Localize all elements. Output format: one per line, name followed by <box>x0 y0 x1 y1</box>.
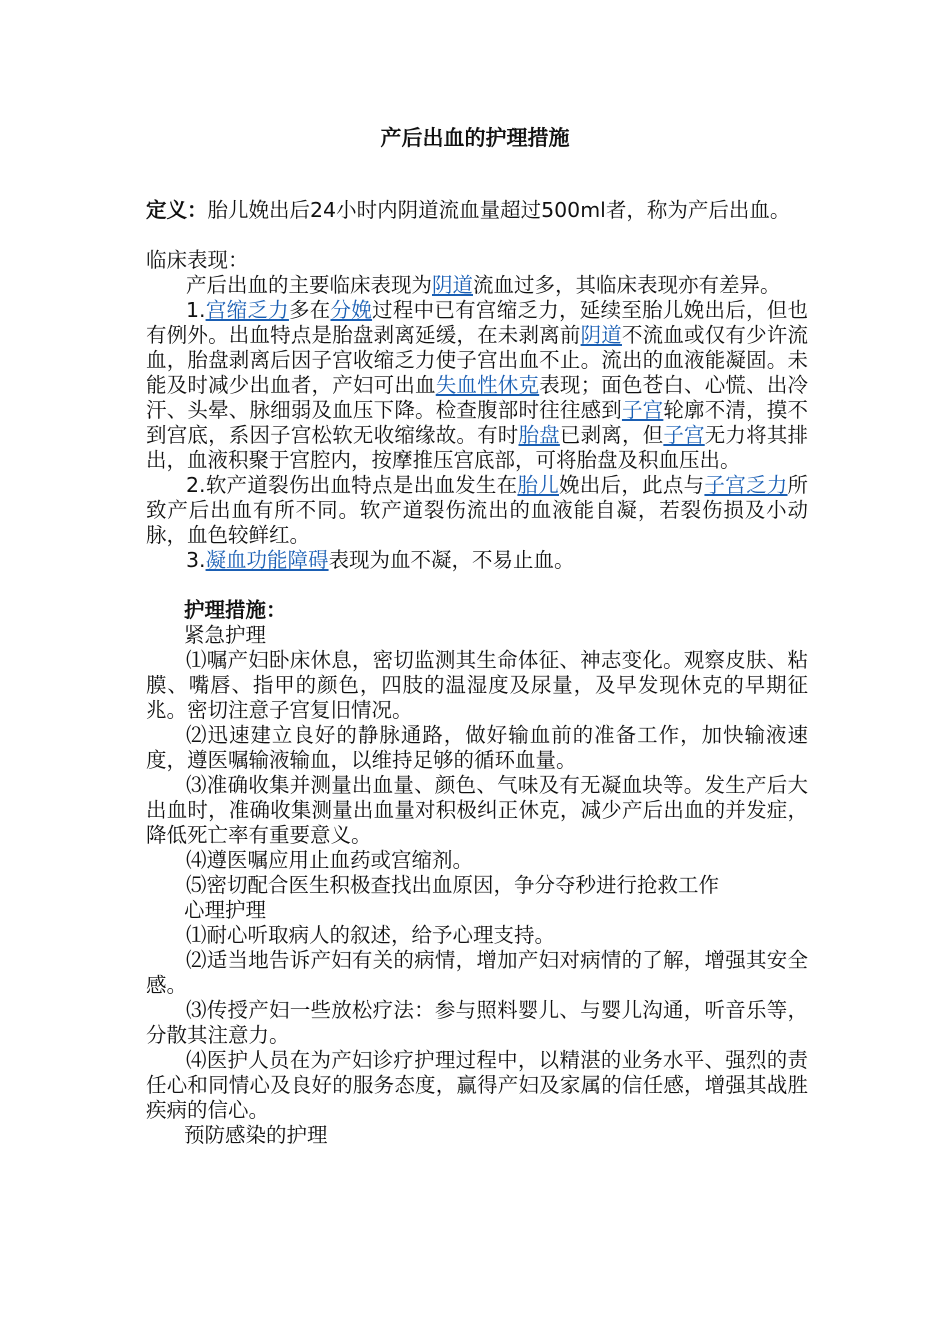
link-ningxue-gongneng-zhangai[interactable]: 凝血功能障碍 <box>205 548 329 572</box>
psych-item: ⑶传授产妇一些放松疗法：参与照料婴儿、与婴儿沟通，听音乐等，分散其注意力。 <box>146 998 808 1047</box>
emergency-item: ⑸密切配合医生积极查找出血原因，争分夺秒进行抢救工作 <box>186 873 719 897</box>
definition-text: 胎儿娩出后24小时内阴道流血量超过500ml者，称为产后出血。 <box>207 198 791 222</box>
link-zigong-fali[interactable]: 子宫乏力 <box>704 473 788 497</box>
link-yindao[interactable]: 阴道 <box>432 273 473 297</box>
link-zigong[interactable]: 子宫 <box>621 398 664 422</box>
clinical-item-3: 3.凝血功能障碍表现为血不凝，不易止血。 <box>186 548 575 572</box>
link-gongsuo-fali[interactable]: 宫缩乏力 <box>205 298 289 322</box>
emergency-item: ⑷遵医嘱应用止血药或宫缩剂。 <box>186 848 473 872</box>
psych-item: ⑴耐心听取病人的叙述，给予心理支持。 <box>186 923 555 947</box>
clinical-heading: 临床表现： <box>146 248 249 272</box>
infection-title: 预防感染的护理 <box>184 1123 328 1147</box>
psych-title: 心理护理 <box>184 898 266 922</box>
clinical-item-2: 2.软产道裂伤出血特点是出血发生在胎儿娩出后，此点与子宫乏力所致产后出血有所不同。软产道裂伤流出的血液能自凝，若裂伤损及小动脉，血色较鲜红。 <box>146 473 809 547</box>
emergency-item: ⑴嘱产妇卧床休息，密切监测其生命体征、神志变化。观察皮肤、粘膜、嘴唇、指甲的颜色，四肢的温湿度及尿量，及早发现休克的早期征兆。密切注意子宫复旧情况。 <box>146 648 808 722</box>
link-taier[interactable]: 胎儿 <box>517 473 559 497</box>
clinical-item-1: 1.宫缩乏力多在分娩过程中已有宫缩乏力，延续至胎儿娩出后，但也有例外。出血特点是胎盘剥离延缓，在未剥离前阴道不流血或仅有少许流血，胎盘剥离后因子宫收缩乏力使子宫出血不止。流出的血液能凝固。未能及时减少出血者，产妇可出血失血性休克表现；面色苍白、心慌、出冷汗、头晕、脉细弱及血压下降。检查腹部时往往感到子宫轮廓不清，摸不到宫底，系因子宫松软无收缩缘故。有时胎盘已剥离，但子宫无力将其排出，血液积聚于宫腔内，按摩推压宫底部，可将胎盘及积血压出。 <box>146 298 809 472</box>
psych-item: ⑵适当地告诉产妇有关的病情，增加产妇对病情的了解，增强其安全感。 <box>146 948 808 997</box>
emergency-title: 紧急护理 <box>184 623 266 647</box>
definition-paragraph <box>146 198 808 223</box>
definition-label: 定义： <box>146 198 208 222</box>
emergency-item: ⑶准确收集并测量出血量、颜色、气味及有无凝血块等。发生产后大出血时，准确收集测量出血量对积极纠正休克，减少产后出血的并发症，降低死亡率有重要意义。 <box>146 773 808 847</box>
link-zigong-2[interactable]: 子宫 <box>663 423 705 447</box>
document-body <box>146 198 808 1148</box>
link-yindao-2[interactable]: 阴道 <box>580 323 622 347</box>
psych-item: ⑷医护人员在为产妇诊疗护理过程中，以精湛的业务水平、强烈的责任心和同情心及良好的服务态度，赢得产妇及家属的信任感，增强其战胜疾病的信心。 <box>146 1048 808 1122</box>
page-title: 产后出血的护理措施 <box>380 126 570 150</box>
link-taipan[interactable]: 胎盘 <box>518 423 560 447</box>
nursing-heading: 护理措施： <box>184 598 287 622</box>
link-fenmian[interactable]: 分娩 <box>330 298 373 322</box>
emergency-item: ⑵迅速建立良好的静脉通路，做好输血前的准备工作，加快输液速度，遵医嘱输液输血，以维持足够的循环血量。 <box>146 723 808 772</box>
clinical-intro: 产后出血的主要临床表现为阴道流血过多，其临床表现亦有差异。 <box>186 273 781 297</box>
link-shixuexing-xiuke[interactable]: 失血性休克 <box>435 373 540 397</box>
